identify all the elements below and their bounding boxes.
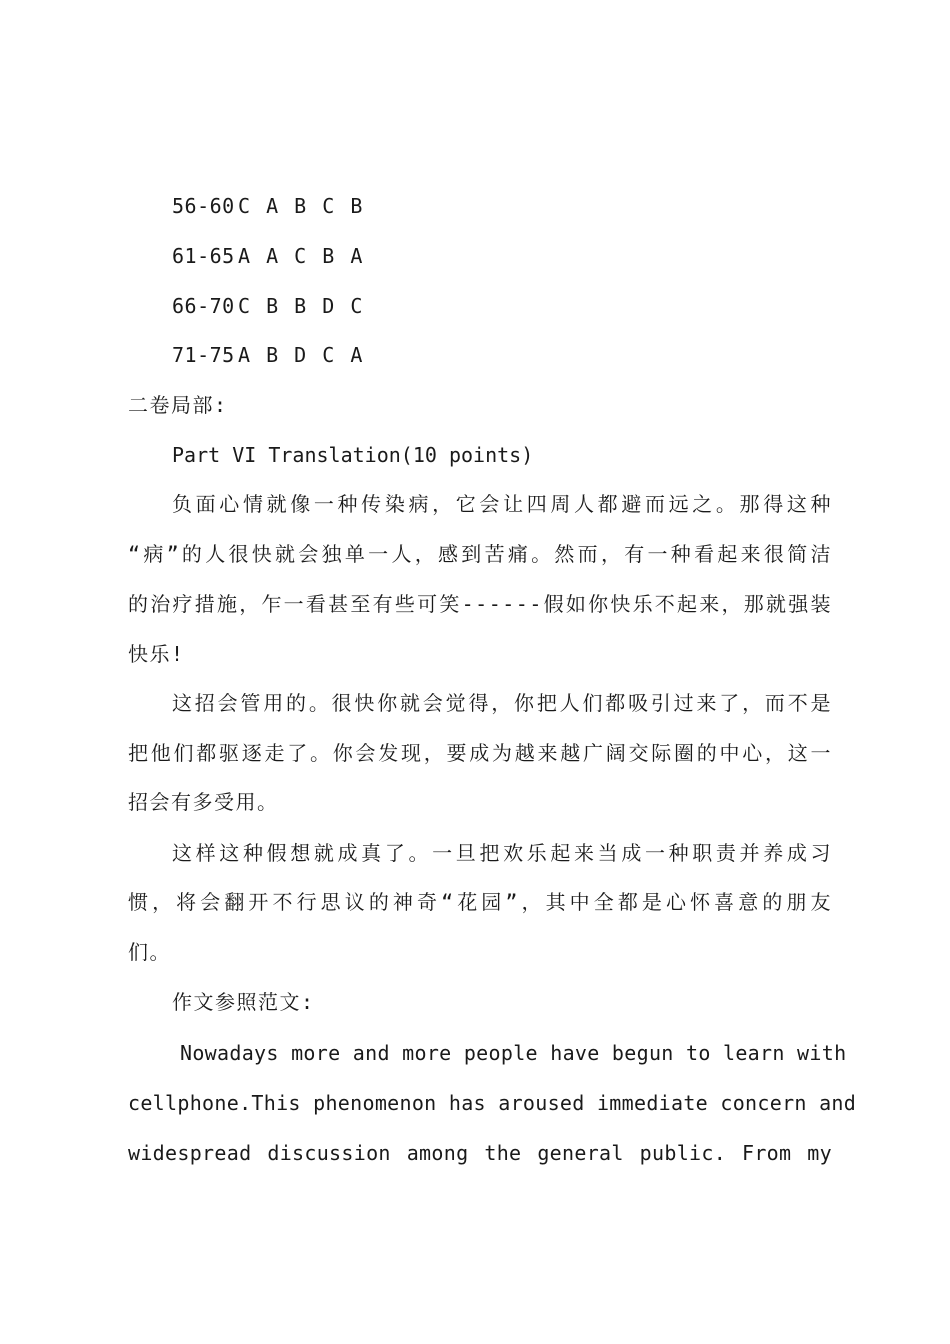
section-heading: 二卷局部:	[128, 393, 228, 417]
essay-line: Nowadays more and more people have begun to learn with	[180, 1041, 847, 1065]
essay-heading: 作文参照范文:	[172, 990, 315, 1014]
answer-letters: A B D C A	[238, 343, 363, 367]
essay-line: cellphone.This phenomenon has aroused immediate concern and	[128, 1091, 857, 1115]
answer-letters: C B B D C	[238, 294, 363, 318]
answer-row	[172, 293, 363, 319]
translation-p3-line: 这样这种假想就成真了。一旦把欢乐起来当成一种职责并养成习	[172, 841, 832, 865]
translation-p2-line: 招会有多受用。	[128, 790, 279, 814]
answer-row	[172, 193, 363, 219]
answer-letters: A A C B A	[238, 244, 363, 268]
answer-letters: C A B C B	[238, 194, 363, 218]
translation-p2-line: 这招会管用的。很快你就会觉得，你把人们都吸引过来了，而不是	[172, 691, 832, 715]
translation-p2-line: 把他们都驱逐走了。你会发现，要成为越来越广阔交际圈的中心，这一	[128, 741, 832, 765]
answer-range: 71-75	[172, 343, 235, 367]
essay-line: widespread discussion among the general public. From my	[128, 1141, 832, 1165]
translation-p1-line: 的治疗措施，乍一看甚至有些可笑------假如你快乐不起来，那就强装	[128, 592, 832, 616]
translation-p1-line: 负面心情就像一种传染病，它会让四周人都避而远之。那得这种	[172, 492, 832, 516]
translation-p3-line: 惯，将会翻开不行思议的神奇“花园”，其中全都是心怀喜意的朋友	[128, 890, 832, 914]
answer-row	[172, 342, 363, 368]
answer-range: 66-70	[172, 294, 235, 318]
answer-range: 61-65	[172, 244, 235, 268]
part-title: Part VI Translation(10 points)	[172, 443, 534, 467]
answer-range: 56-60	[172, 194, 235, 218]
translation-p3-line: 们。	[128, 940, 171, 964]
translation-p1-line: “病”的人很快就会独单一人，感到苦痛。然而，有一种看起来很简洁	[128, 542, 832, 566]
answer-row	[172, 243, 363, 269]
translation-p1-line: 快乐!	[128, 642, 185, 666]
